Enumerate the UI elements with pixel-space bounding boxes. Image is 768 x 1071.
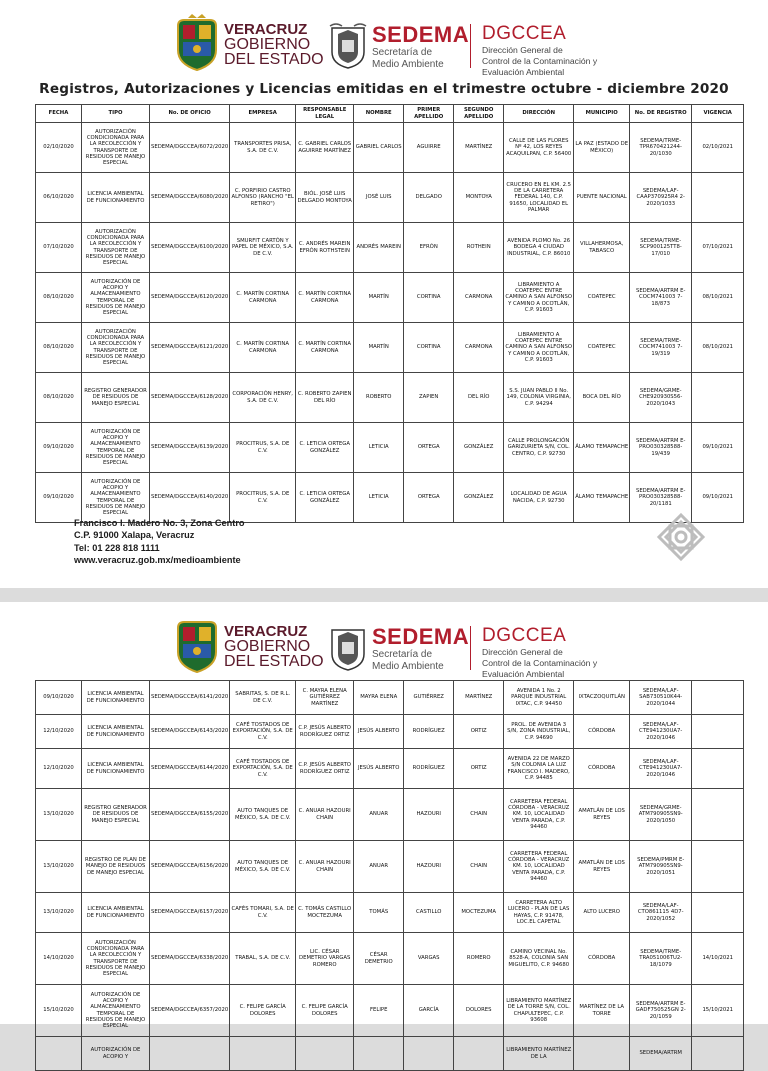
table-cell (692, 173, 744, 223)
sedema-logo (372, 24, 469, 70)
table-row (36, 123, 744, 173)
table-cell: BOCA DEL RÍO (574, 373, 630, 423)
table-cell: C. MARTÍN CORTINA CARMONA (230, 323, 296, 373)
table-cell: SEDEMA/TRME-SCP900125TT8-17/010 (630, 223, 692, 273)
table-cell: SEDEMA/DGCCEA/6157/2020 (150, 893, 230, 933)
table-cell: LICENCIA AMBIENTAL DE FUNCIONAMIENTO (82, 681, 150, 715)
table-cell: ORTEGA (404, 423, 454, 473)
table-row (36, 223, 744, 273)
table-cell: JOSÉ LUIS (354, 173, 404, 223)
table-cell: SEDEMA/ARTRM (630, 1037, 692, 1071)
gov-line3: DEL ESTADO (224, 51, 324, 68)
table-cell: LICENCIA AMBIENTAL DE FUNCIONAMIENTO (82, 749, 150, 789)
table-cell: SABRITAS, S. DE R.L. DE C.V. (230, 681, 296, 715)
table-cell: MONTOYA (454, 173, 504, 223)
table-cell: GONZÁLEZ (454, 423, 504, 473)
table-cell: AUTO TANQUES DE MÉXICO, S.A. DE C.V. (230, 841, 296, 893)
table-cell: SEDEMA/ARTRM E-GADF750525GN 2-20/1059 (630, 985, 692, 1037)
registry-table-continued (35, 680, 744, 1071)
dgccea-sub3: Evaluación Ambiental (482, 67, 565, 77)
dgccea-sub2: Control de la Contaminación y (482, 658, 598, 668)
table-cell: SEDEMA/DGCCEA/6156/2020 (150, 841, 230, 893)
table-cell: MOCTEZUMA (454, 893, 504, 933)
table-cell: IXTACZOQUITLÁN (574, 681, 630, 715)
table-cell: CARRETERA FEDERAL CÓRDOBA - VERACRUZ KM. 10, LOCALIDAD VENTA PARADA, C.P. 94460 (504, 789, 574, 841)
table-cell (454, 1037, 504, 1071)
table-cell: 15/10/2021 (692, 985, 744, 1037)
table-cell: 06/10/2020 (36, 173, 82, 223)
table-row (36, 893, 744, 933)
table-cell: 08/10/2020 (36, 273, 82, 323)
table-cell: LICENCIA AMBIENTAL DE FUNCIONAMIENTO (82, 173, 150, 223)
table-cell: C. FELIPE GARCÍA DOLORES (296, 985, 354, 1037)
column-header: No. DE OFICIO (150, 105, 230, 123)
veracruz-crest-icon (174, 618, 220, 674)
table-cell: SMURFIT CARTÓN Y PAPEL DE MÉXICO, S.A. DE C.V. (230, 223, 296, 273)
table-cell: CÓRDOBA (574, 933, 630, 985)
logo-divider (470, 24, 471, 68)
gov-line2: GOBIERNO (224, 638, 311, 655)
table-cell: C. MARTÍN CORTINA CARMONA (296, 323, 354, 373)
table-cell: AUTORIZACIÓN DE ACOPIO Y ALMACENAMIENTO TEMPORAL DE RESIDUOS DE MANEJO ESPECIAL (82, 423, 150, 473)
table-cell: PROL. DE AVENIDA 3 S/N, ZONA INDUSTRIAL, C.P. 94690 (504, 715, 574, 749)
table-header-row (36, 105, 744, 123)
table-cell: AUTORIZACIÓN CONDICIONADA PARA LA RECOLECCIÓN Y TRANSPORTE DE RESIDUOS DE MANEJO ESPECIAL (82, 223, 150, 273)
table-cell: C. ANUAR HAZOURI CHAIN (296, 789, 354, 841)
table-cell: SEDEMA/TRME-TRA051006TU2-18/1079 (630, 933, 692, 985)
table-row (36, 933, 744, 985)
table-cell: MARTÍNEZ DE LA TORRE (574, 985, 630, 1037)
table-cell: GARCÍA (404, 985, 454, 1037)
table-cell: C. ANDRÉS MAREIN EFRÓN ROTHSTEIN (296, 223, 354, 273)
table-cell: 15/10/2020 (36, 985, 82, 1037)
header-logos (0, 0, 768, 80)
table-cell: ANUAR (354, 789, 404, 841)
table-cell (692, 789, 744, 841)
dgccea-sub3: Evaluación Ambiental (482, 669, 565, 679)
table-row (36, 423, 744, 473)
table-cell: AVENIDA 22 DE MARZO S/N COLONIA LA LUZ FRANCISCO I. MADERO, C.P. 94485 (504, 749, 574, 789)
header-logos (0, 602, 768, 682)
table-cell: CORTINA (404, 323, 454, 373)
table-cell: GABRIEL CARLOS (354, 123, 404, 173)
table-cell: 07/10/2020 (36, 223, 82, 273)
dgccea-logo (482, 24, 597, 77)
table-cell: 08/10/2020 (36, 323, 82, 373)
table-cell: C. ROBERTO ZAPIEN DEL RÍO (296, 373, 354, 423)
table-cell: 12/10/2020 (36, 715, 82, 749)
table-cell: CORPORACIÓN HENRY, S.A. DE C.V. (230, 373, 296, 423)
table-cell: SEDEMA/DGCCEA/6338/2020 (150, 933, 230, 985)
table-cell: REGISTRO GENERADOR DE RESIDUOS DE MANEJO ESPECIAL (82, 373, 150, 423)
dgccea-logo (482, 626, 597, 679)
table-cell: SEDEMA/DGCCEA/6141/2020 (150, 681, 230, 715)
table-cell: 14/10/2021 (692, 933, 744, 985)
table-cell: 09/10/2020 (36, 681, 82, 715)
table-cell: GONZÁLEZ (454, 473, 504, 523)
table-cell: 13/10/2020 (36, 893, 82, 933)
table-cell: LA PAZ (ESTADO DE MÉXICO) (574, 123, 630, 173)
table-cell: MARTÍNEZ (454, 123, 504, 173)
table-cell: CRUCERO EN EL KM. 2.5 DE LA CARRETERA FEDERAL 140, C.P. 91650, LOCALIDAD EL PALMAR (504, 173, 574, 223)
table-cell: CARRETERA FEDERAL CÓRDOBA - VERACRUZ KM. 10, LOCALIDAD VENTA PARADA, C.P. 94460 (504, 841, 574, 893)
table-cell: AUTORIZACIÓN DE ACOPIO Y (82, 1037, 150, 1071)
table-cell: LIC. CÉSAR DEMETRIO VARGAS ROMERO (296, 933, 354, 985)
table-cell: MAYRA ELENA (354, 681, 404, 715)
dgccea-sub1: Dirección General de (482, 45, 563, 55)
sedema-sub2: Medio Ambiente (372, 59, 444, 70)
table-cell: CARMONA (454, 273, 504, 323)
table-cell: MARTÍN (354, 323, 404, 373)
table-cell: AMATLÁN DE LOS REYES (574, 789, 630, 841)
table-cell: ORTIZ (454, 749, 504, 789)
gov-logo-text (224, 22, 324, 67)
table-cell: RODRÍGUEZ (404, 715, 454, 749)
table-cell: S.S. JUAN PABLO II No. 149, COLONIA VIRGINIA, C.P. 94294 (504, 373, 574, 423)
footer-line4: www.veracruz.gob.mx/medioambiente (74, 554, 241, 565)
table-row (36, 273, 744, 323)
table-cell: SEDEMA/LAF-CTO861115 4D7-2020/1052 (630, 893, 692, 933)
table-row (36, 473, 744, 523)
table-cell: C. LETICIA ORTEGA GONZÁLEZ (296, 423, 354, 473)
table-cell: SEDEMA/DGCCEA/6120/2020 (150, 273, 230, 323)
table-cell: 07/10/2021 (692, 223, 744, 273)
table-cell: SEDEMA/PMRM E-ATM790905SN9-2020/1051 (630, 841, 692, 893)
table-cell: JESÚS ALBERTO (354, 749, 404, 789)
table-cell: VARGAS (404, 933, 454, 985)
table-cell: DOLORES (454, 985, 504, 1037)
table-cell: SEDEMA/LAF-CTE941230UA7-2020/1046 (630, 715, 692, 749)
sedema-logo (372, 626, 469, 672)
table-cell: CARMONA (454, 323, 504, 373)
table-cell: 12/10/2020 (36, 749, 82, 789)
table-cell: DELGADO (404, 173, 454, 223)
table-cell: CHAIN (454, 841, 504, 893)
sedema-sub2: Medio Ambiente (372, 661, 444, 672)
table-cell: CASTILLO (404, 893, 454, 933)
table-row (36, 323, 744, 373)
dgccea-sub1: Dirección General de (482, 647, 563, 657)
sedema-name: SEDEMA (372, 624, 470, 649)
gov-line1: VERACRUZ (224, 21, 308, 38)
sedema-name: SEDEMA (372, 22, 470, 47)
table-cell: SEDEMA/DGCCEA/6155/2020 (150, 789, 230, 841)
table-cell: LICENCIA AMBIENTAL DE FUNCIONAMIENTO (82, 715, 150, 749)
table-cell: ÁLAMO TEMAPACHE (574, 473, 630, 523)
footer-line1: Francisco I. Madero No. 3, Zona Centro (74, 518, 245, 528)
table-cell: REGISTRO GENERADOR DE RESIDUOS DE MANEJO ESPECIAL (82, 789, 150, 841)
table-cell: AUTORIZACIÓN DE ACOPIO Y ALMACENAMIENTO TEMPORAL DE RESIDUOS DE MANEJO ESPECIAL (82, 473, 150, 523)
table-cell: C. MAYRA ELENA GUTIÉRREZ MARTÍNEZ (296, 681, 354, 715)
column-header: MUNICIPIO (574, 105, 630, 123)
column-header: EMPRESA (230, 105, 296, 123)
table-cell: 09/10/2020 (36, 473, 82, 523)
table-cell: SEDEMA/DGCCEA/6121/2020 (150, 323, 230, 373)
table-cell: CAFÉS TOMARI, S.A. DE C.V. (230, 893, 296, 933)
table-cell: SEDEMA/ARTRM E-COCM741003 7-18/873 (630, 273, 692, 323)
table-cell: CALLE PROLONGACIÓN GARIZURIETA S/N, COL. CENTRO, C.P. 92730 (504, 423, 574, 473)
table-cell: REGISTRO DE PLAN DE MANEJO DE RESIDUOS DE MANEJO ESPECIAL (82, 841, 150, 893)
table-cell: 08/10/2021 (692, 323, 744, 373)
table-cell: LOCALIDAD DE AGUA NACIDA, C.P. 92730 (504, 473, 574, 523)
table-cell: LIBRAMIENTO MARTÍNEZ DE LA TORRE S/N, COL. CHAPULTEPEC, C.P. 93608 (504, 985, 574, 1037)
table-cell: ORTEGA (404, 473, 454, 523)
table-cell: SEDEMA/LAF-CTE941230UA7-2020/1046 (630, 749, 692, 789)
table-cell (150, 1037, 230, 1071)
table-cell: HAZOURI (404, 789, 454, 841)
table-cell: FELIPE (354, 985, 404, 1037)
footer-line3: Tel: 01 228 818 1111 (74, 542, 160, 553)
table-cell: BIÓL. JOSÉ LUIS DELGADO MONTOYA (296, 173, 354, 223)
table-cell: SEDEMA/DGCCEA/6143/2020 (150, 715, 230, 749)
sedema-emblem-icon (328, 22, 368, 70)
table-cell: 13/10/2020 (36, 841, 82, 893)
table-cell: AGUIRRE (404, 123, 454, 173)
dgccea-name: DGCCEA (482, 23, 567, 44)
table-cell: CALLE DE LAS FLORES Nº 42, LOS REYES ACAQUILPAN, C.P. 56400 (504, 123, 574, 173)
document-title: Registros, Autorizaciones y Licencias emitidas en el trimestre octubre - diciembre 2020 (39, 81, 729, 97)
table-cell: ROMERO (454, 933, 504, 985)
table-cell (296, 1037, 354, 1071)
table-cell: C. LETICIA ORTEGA GONZÁLEZ (296, 473, 354, 523)
dgccea-name: DGCCEA (482, 625, 567, 646)
table-cell: AUTORIZACIÓN CONDICIONADA PARA LA RECOLECCIÓN Y TRANSPORTE DE RESIDUOS DE MANEJO ESPECIAL (82, 123, 150, 173)
footer-line2: C.P. 91000 Xalapa, Veracruz (74, 530, 195, 541)
table-cell: 08/10/2020 (36, 373, 82, 423)
table-cell: CARRETERA ALTO LUCERO - PLAN DE LAS HAYAS, C.P. 91478, LOC.EL CAPETAL (504, 893, 574, 933)
table-cell: AUTORIZACIÓN DE ACOPIO Y ALMACENAMIENTO TEMPORAL DE RESIDUOS DE MANEJO ESPECIAL (82, 985, 150, 1037)
table-cell: ALTO LUCERO (574, 893, 630, 933)
table-cell: CAFÉ TOSTADOS DE EXPORTACIÓN, S.A. DE C.V. (230, 715, 296, 749)
table-cell: C.P. JESÚS ALBERTO RODRÍGUEZ ORTIZ (296, 715, 354, 749)
table-cell: ROBERTO (354, 373, 404, 423)
table-cell: LIBRAMIENTO MARTÍNEZ DE LA (504, 1037, 574, 1071)
table-cell: 02/10/2020 (36, 123, 82, 173)
table-cell (692, 893, 744, 933)
dgccea-sub2: Control de la Contaminación y (482, 56, 598, 66)
table-cell: COATEPEC (574, 323, 630, 373)
table-cell: C. PORFIRIO CASTRO ALFONSO (RANCHO "EL RETIRO") (230, 173, 296, 223)
table-row (36, 173, 744, 223)
table-cell (354, 1037, 404, 1071)
table-cell: CÉSAR DEMETRIO (354, 933, 404, 985)
table-cell: SEDEMA/DGCCEA/6072/2020 (150, 123, 230, 173)
table-cell (692, 841, 744, 893)
table-cell: RODRÍGUEZ (404, 749, 454, 789)
table-cell: CÓRDOBA (574, 749, 630, 789)
table-cell: SEDEMA/DGCCEA/6100/2020 (150, 223, 230, 273)
table-cell (692, 373, 744, 423)
gov-logo-text (224, 624, 324, 669)
column-header: TIPO (82, 105, 150, 123)
gov-line2: GOBIERNO (224, 36, 311, 53)
table-cell (692, 681, 744, 715)
footer-address (74, 517, 245, 566)
table-cell: SEDEMA/TRME-TPR670421244-20/1030 (630, 123, 692, 173)
table-row (36, 841, 744, 893)
table-row (36, 985, 744, 1037)
column-header: PRIMER APELLIDO (404, 105, 454, 123)
table-cell: SEDEMA/LAF-CAAP370925R4 2-2020/1033 (630, 173, 692, 223)
table-cell (36, 1037, 82, 1071)
table-cell: LICENCIA AMBIENTAL DE FUNCIONAMIENTO (82, 893, 150, 933)
table-cell: LIBRAMIENTO A COATEPEC ENTRE CAMINO A SAN ALFONSO Y CAMINO A OCOTLÁN, C.P. 91603 (504, 273, 574, 323)
table-cell: C. GABRIEL CARLOS AGUIRRE MARTÍNEZ (296, 123, 354, 173)
column-header: FECHA (36, 105, 82, 123)
table-cell: PROCITRUS, S.A. DE C.V. (230, 473, 296, 523)
table-cell: CÓRDOBA (574, 715, 630, 749)
table-cell: C.P. JESÚS ALBERTO RODRÍGUEZ ORTIZ (296, 749, 354, 789)
registry-table (35, 104, 744, 523)
gov-line1: VERACRUZ (224, 623, 308, 640)
table-cell: C. ANUAR HAZOURI CHAIN (296, 841, 354, 893)
table-cell: AUTORIZACIÓN DE ACOPIO Y ALMACENAMIENTO TEMPORAL DE RESIDUOS DE MANEJO ESPECIAL (82, 273, 150, 323)
column-header: No. DE REGISTRO (630, 105, 692, 123)
column-header: RESPONSABLE LEGAL (296, 105, 354, 123)
table-cell: SEDEMA/GRME-CHE920930S56-2020/1043 (630, 373, 692, 423)
table-cell: TRABAL, S.A. DE C.V. (230, 933, 296, 985)
table-cell (692, 1037, 744, 1071)
table-cell: AMATLÁN DE LOS REYES (574, 841, 630, 893)
table-cell: ÁLAMO TEMAPACHE (574, 423, 630, 473)
logo-divider (470, 626, 471, 670)
table-cell: VILLAHERMOSA, TABASCO (574, 223, 630, 273)
column-header: SEGUNDO APELLIDO (454, 105, 504, 123)
table-cell: 09/10/2021 (692, 423, 744, 473)
table-cell: JESÚS ALBERTO (354, 715, 404, 749)
table-cell: SEDEMA/ARTRM E-PRO030328588-19/439 (630, 423, 692, 473)
table-cell (692, 749, 744, 789)
table-cell: SEDEMA/ARTRM E-PRO030328588-20/1181 (630, 473, 692, 523)
table-row (36, 715, 744, 749)
document-page-2 (0, 602, 768, 1060)
table-cell: ANUAR (354, 841, 404, 893)
table-cell: TOMÁS (354, 893, 404, 933)
table-cell: LETICIA (354, 423, 404, 473)
table-row (36, 749, 744, 789)
table-cell (404, 1037, 454, 1071)
table-cell (230, 1037, 296, 1071)
table-cell: EFRÓN (404, 223, 454, 273)
table-cell: SEDEMA/LAF-SAB730510K44-2020/1044 (630, 681, 692, 715)
table-cell: SEDEMA/DGCCEA/6128/2020 (150, 373, 230, 423)
table-cell: HAZOURI (404, 841, 454, 893)
table-row (36, 789, 744, 841)
table-cell: AVENIDA 1 No. 2 PARQUE INDUSTRIAL IXTAC, C.P. 94450 (504, 681, 574, 715)
table-cell: MARTÍNEZ (454, 681, 504, 715)
table-cell: ORTIZ (454, 715, 504, 749)
table-row (36, 1037, 744, 1071)
table-cell: SEDEMA/DGCCEA/6140/2020 (150, 473, 230, 523)
table-cell: SEDEMA/GRME-ATM790905SN9-2020/1050 (630, 789, 692, 841)
table-cell: LIBRAMIENTO A COATEPEC ENTRE CAMINO A SAN ALFONSO Y CAMINO A OCOTLÁN, C.P. 91603 (504, 323, 574, 373)
table-cell: CAMINO VECINAL No. 8528-A, COLONIA SAN MIGUELITO, C.P. 94680 (504, 933, 574, 985)
gov-line3: DEL ESTADO (224, 653, 324, 670)
table-cell: DEL RÍO (454, 373, 504, 423)
table-cell: CAFÉ TOSTADOS DE EXPORTACIÓN, S.A. DE C.V. (230, 749, 296, 789)
table-cell: SEDEMA/DGCCEA/6144/2020 (150, 749, 230, 789)
table-cell: TRANSPORTES PRISA, S.A. DE C.V. (230, 123, 296, 173)
column-header: VIGENCIA (692, 105, 744, 123)
table-cell: PUENTE NACIONAL (574, 173, 630, 223)
table-cell: SEDEMA/DGCCEA/6080/2020 (150, 173, 230, 223)
table-cell: COATEPEC (574, 273, 630, 323)
table-cell: C. MARTÍN CORTINA CARMONA (296, 273, 354, 323)
table-cell: GUTIÉRREZ (404, 681, 454, 715)
table-cell: AUTO TANQUES DE MÉXICO, S.A. DE C.V. (230, 789, 296, 841)
table-cell: CHAIN (454, 789, 504, 841)
table-row (36, 681, 744, 715)
table-cell: 14/10/2020 (36, 933, 82, 985)
table-cell: AVENIDA PLOMO No. 26 BODEGA 4 CIUDAD INDUSTRIAL, C.P. 86010 (504, 223, 574, 273)
table-cell: AUTORIZACIÓN CONDICIONADA PARA LA RECOLECCIÓN Y TRANSPORTE DE RESIDUOS DE MANEJO ESPECIAL (82, 323, 150, 373)
table-cell: 09/10/2020 (36, 423, 82, 473)
table-row (36, 373, 744, 423)
column-header: NOMBRE (354, 105, 404, 123)
table-cell: C. FELIPE GARCÍA DOLORES (230, 985, 296, 1037)
table-cell: LETICIA (354, 473, 404, 523)
table-cell: 02/10/2021 (692, 123, 744, 173)
table-cell: CORTINA (404, 273, 454, 323)
table-cell: SEDEMA/DGCCEA/6139/2020 (150, 423, 230, 473)
sedema-sub1: Secretaría de (372, 47, 433, 58)
table-cell: ROTHEIN (454, 223, 504, 273)
knot-pattern-icon (656, 512, 706, 562)
table-cell: MARTÍN (354, 273, 404, 323)
sedema-emblem-icon (328, 624, 368, 672)
table-cell: SEDEMA/DGCCEA/6357/2020 (150, 985, 230, 1037)
table-cell: 13/10/2020 (36, 789, 82, 841)
table-cell (692, 715, 744, 749)
table-cell: PROCITRUS, S.A. DE C.V. (230, 423, 296, 473)
table-cell (574, 1037, 630, 1071)
table-cell: C. TOMÁS CASTILLO MOCTEZUMA (296, 893, 354, 933)
table-cell: SEDEMA/TRME-COCM741003 7-19/319 (630, 323, 692, 373)
table-cell: 08/10/2021 (692, 273, 744, 323)
table-cell: AUTORIZACIÓN CONDICIONADA PARA LA RECOLECCIÓN Y TRANSPORTE DE RESIDUOS DE MANEJO ESPECIAL (82, 933, 150, 985)
table-cell: ZAPIEN (404, 373, 454, 423)
table-cell: 09/10/2021 (692, 473, 744, 523)
veracruz-crest-icon (174, 16, 220, 72)
column-header: DIRECCIÓN (504, 105, 574, 123)
table-cell: ANDRÉS MAREIN (354, 223, 404, 273)
table-cell: C. MARTÍN CORTINA CARMONA (230, 273, 296, 323)
sedema-sub1: Secretaría de (372, 649, 433, 660)
